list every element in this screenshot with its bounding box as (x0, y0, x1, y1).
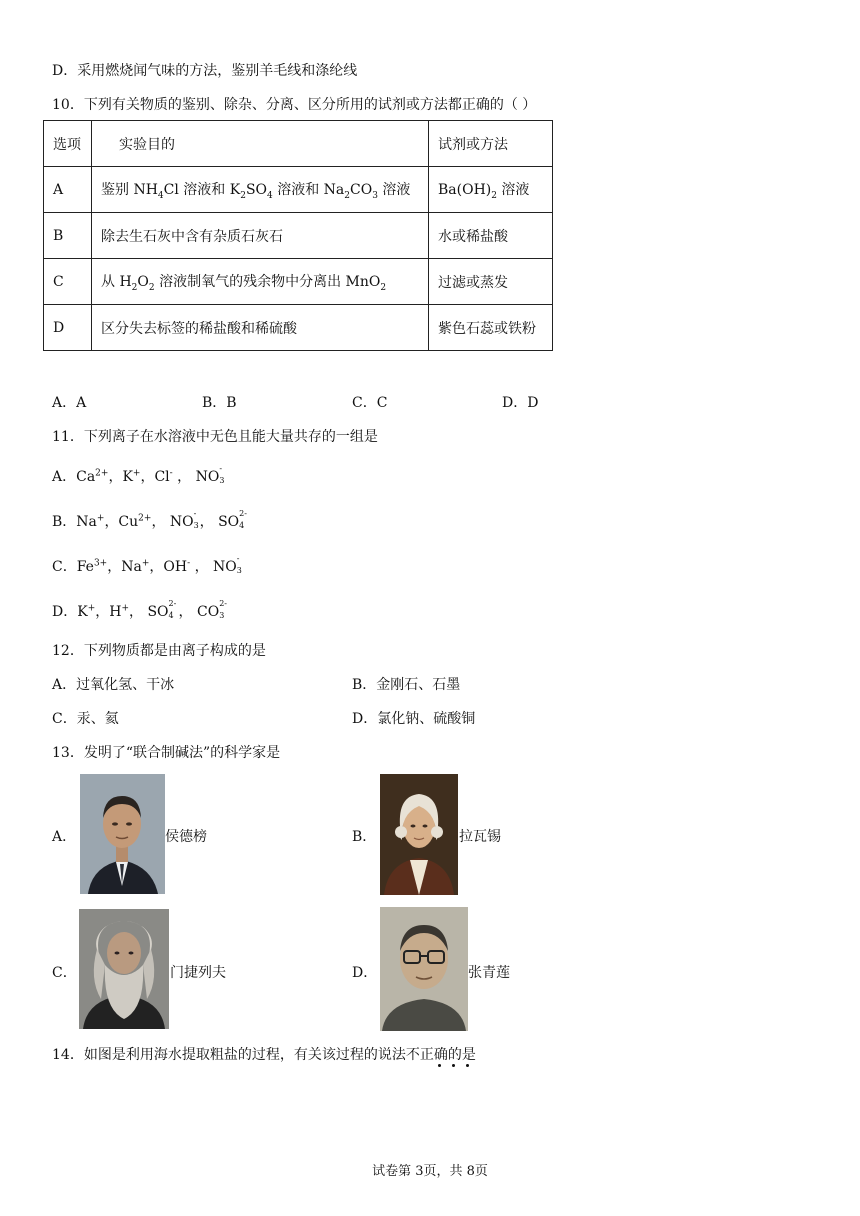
emphasis-dot (466, 1064, 469, 1067)
q11-option-d[interactable]: D．K+，H+， SO 2- 4 ， CO 2- 3 (52, 599, 227, 620)
row-method: $Ba(OH)_2$ 溶液 (429, 167, 553, 213)
portrait-lavoisier[interactable] (380, 774, 458, 895)
row-purpose: 区分失去标签的稀盐酸和稀硫酸 (92, 305, 429, 351)
table-row (44, 213, 553, 259)
q10-table (43, 120, 553, 351)
q12-option-d[interactable]: D．氯化钠、硫酸铜 (352, 711, 476, 727)
q13-option-a-key[interactable]: A． (52, 829, 77, 845)
q13-option-b-name: 拉瓦锡 (459, 829, 501, 845)
q10-option-a[interactable]: A．A (52, 395, 87, 411)
row-purpose: 除去生石灰中含有杂质石灰石 (92, 213, 429, 259)
q12-option-b[interactable]: B．金刚石、石墨 (352, 677, 461, 693)
header-method: 试剂或方法 (429, 121, 553, 167)
row-method: 紫色石蕊或铁粉 (429, 305, 553, 351)
q10-option-d[interactable]: D．D (502, 395, 539, 411)
q13-option-d-name: 张青莲 (468, 965, 510, 981)
q9-option-d: D．采用燃烧闻气味的方法，鉴别羊毛线和涤纶线 (52, 63, 358, 79)
q14-stem: 14．如图是利用海水提取粗盐的过程，有关该过程的说法不正确的是 (52, 1047, 476, 1063)
row-purpose: 从 $H_2O_2$ 溶液制氧气的残余物中分离出 MnO$_2$ (92, 259, 429, 305)
q11-option-b[interactable]: B．Na+，$Cu^{2+}$， NO - 3 ， SO 2- 4 (52, 509, 247, 530)
q10-option-c[interactable]: C．C (352, 395, 388, 411)
header-purpose: 实验目的 (92, 121, 429, 167)
q11-option-a[interactable]: A．$Ca^{2+}$，K+，Cl- ， NO - 3 (52, 464, 225, 485)
q13-option-c-name: 门捷列夫 (170, 965, 226, 981)
q12-option-c[interactable]: C．汞、氦 (52, 711, 119, 727)
q13-option-a-name: 侯德榜 (165, 829, 207, 845)
q13-option-c-key[interactable]: C． (52, 965, 77, 981)
q11-option-c[interactable]: C．$Fe^{3+}$，Na+，OH- ， NO - 3 (52, 554, 242, 575)
table-header-row (44, 121, 553, 167)
row-key: C (44, 259, 92, 305)
q13-option-b-key[interactable]: B． (352, 829, 377, 845)
q10-option-b[interactable]: B．B (202, 395, 237, 411)
q12-stem: 12．下列物质都是由离子构成的是 (52, 643, 266, 659)
row-method: 水或稀盐酸 (429, 213, 553, 259)
row-method: 过滤或蒸发 (429, 259, 553, 305)
row-purpose: 鉴别 $NH_4Cl$ 溶液和 $K_2SO_4$ 溶液和 $Na_2CO_3$ 溶液 (92, 167, 429, 213)
q13-stem: 13．发明了“联合制碱法”的科学家是 (52, 745, 281, 761)
row-key: A (44, 167, 92, 213)
row-key: D (44, 305, 92, 351)
q12-option-a[interactable]: A．过氧化氢、干冰 (52, 677, 175, 693)
row-key: B (44, 213, 92, 259)
q10-stem: 10．下列有关物质的鉴别、除杂、分离、区分所用的试剂或方法都正确的（ ） (52, 97, 537, 113)
table-row (44, 259, 553, 305)
table-row (44, 167, 553, 213)
q13-option-d-key[interactable]: D． (352, 965, 378, 981)
portrait-mendeleev[interactable] (79, 909, 169, 1029)
header-option: 选项 (44, 121, 92, 167)
emphasis-dot (438, 1064, 441, 1067)
portrait-zhang-qinglian[interactable] (380, 907, 468, 1031)
page-footer: 试卷第 3页，共 8页 (372, 1164, 488, 1179)
emphasis-dot (452, 1064, 455, 1067)
portrait-hou-debang[interactable] (80, 774, 165, 894)
table-row (44, 305, 553, 351)
q11-stem: 11．下列离子在水溶液中无色且能大量共存的一组是 (52, 429, 378, 445)
